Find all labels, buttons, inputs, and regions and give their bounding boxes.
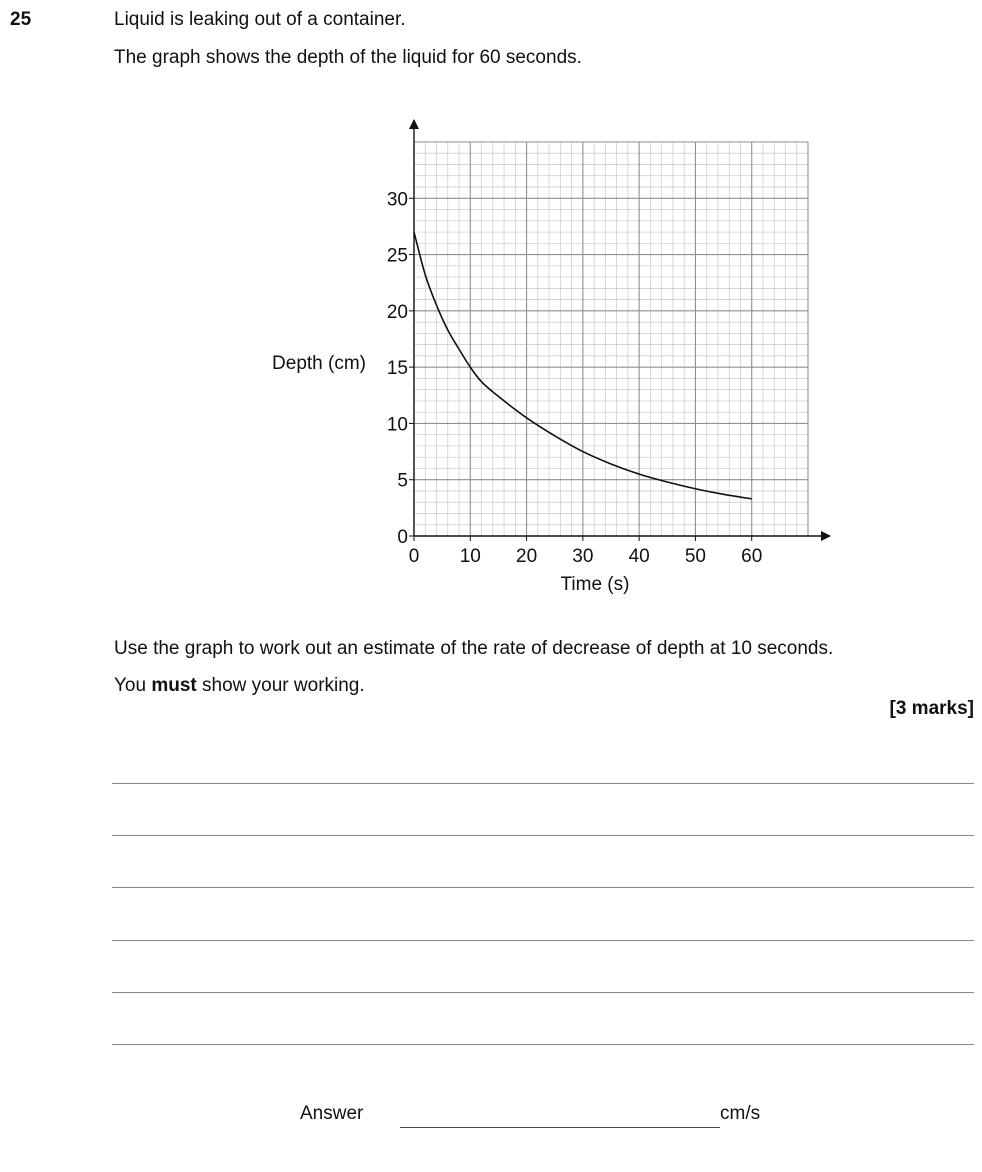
x-tick-label: 0 [408, 546, 420, 567]
y-tick-label: 20 [386, 301, 408, 323]
axes [414, 120, 830, 536]
y-tick-label: 0 [397, 527, 408, 548]
x-tick-label: 10 [459, 546, 481, 567]
question-instruction: Use the graph to work out an estimate of the rate of decrease of depth at 10 seconds. [114, 638, 834, 659]
working-line[interactable] [112, 1044, 974, 1045]
must-emphasis: must [151, 675, 197, 696]
x-tick-label: 50 [684, 546, 706, 567]
working-line[interactable] [112, 992, 974, 993]
x-tick-label: 30 [572, 546, 594, 567]
major-gridlines [414, 142, 808, 536]
y-tick-label: 30 [386, 189, 408, 211]
answer-unit: cm/s [720, 1103, 761, 1124]
depth-time-graph [240, 110, 850, 610]
y-tick-label: 15 [386, 358, 408, 380]
y-tick-label: 5 [397, 470, 408, 492]
x-axis-label: Time (s) [560, 574, 630, 595]
question-intro: Liquid is leaking out of a container. [114, 9, 406, 30]
minor-gridlines [414, 142, 808, 536]
question-graph-description: The graph shows the depth of the liquid for 60 seconds. [114, 47, 582, 68]
y-axis-label: Depth (cm) [272, 353, 366, 374]
working-line[interactable] [112, 783, 974, 784]
working-line[interactable] [112, 887, 974, 888]
question-number: 25 [10, 9, 32, 30]
x-tick-label: 40 [628, 546, 650, 567]
working-line[interactable] [112, 940, 974, 941]
x-tick-label: 20 [516, 546, 538, 567]
y-tick-label: 10 [386, 414, 408, 436]
x-tick-label: 60 [741, 546, 763, 567]
working-line[interactable] [112, 835, 974, 836]
y-tick-label: 25 [386, 245, 408, 267]
answer-label: Answer [300, 1103, 364, 1124]
working-instruction: You must show your working. [114, 675, 365, 696]
answer-input-line[interactable] [400, 1127, 720, 1128]
marks-label: [3 marks] [889, 698, 974, 719]
